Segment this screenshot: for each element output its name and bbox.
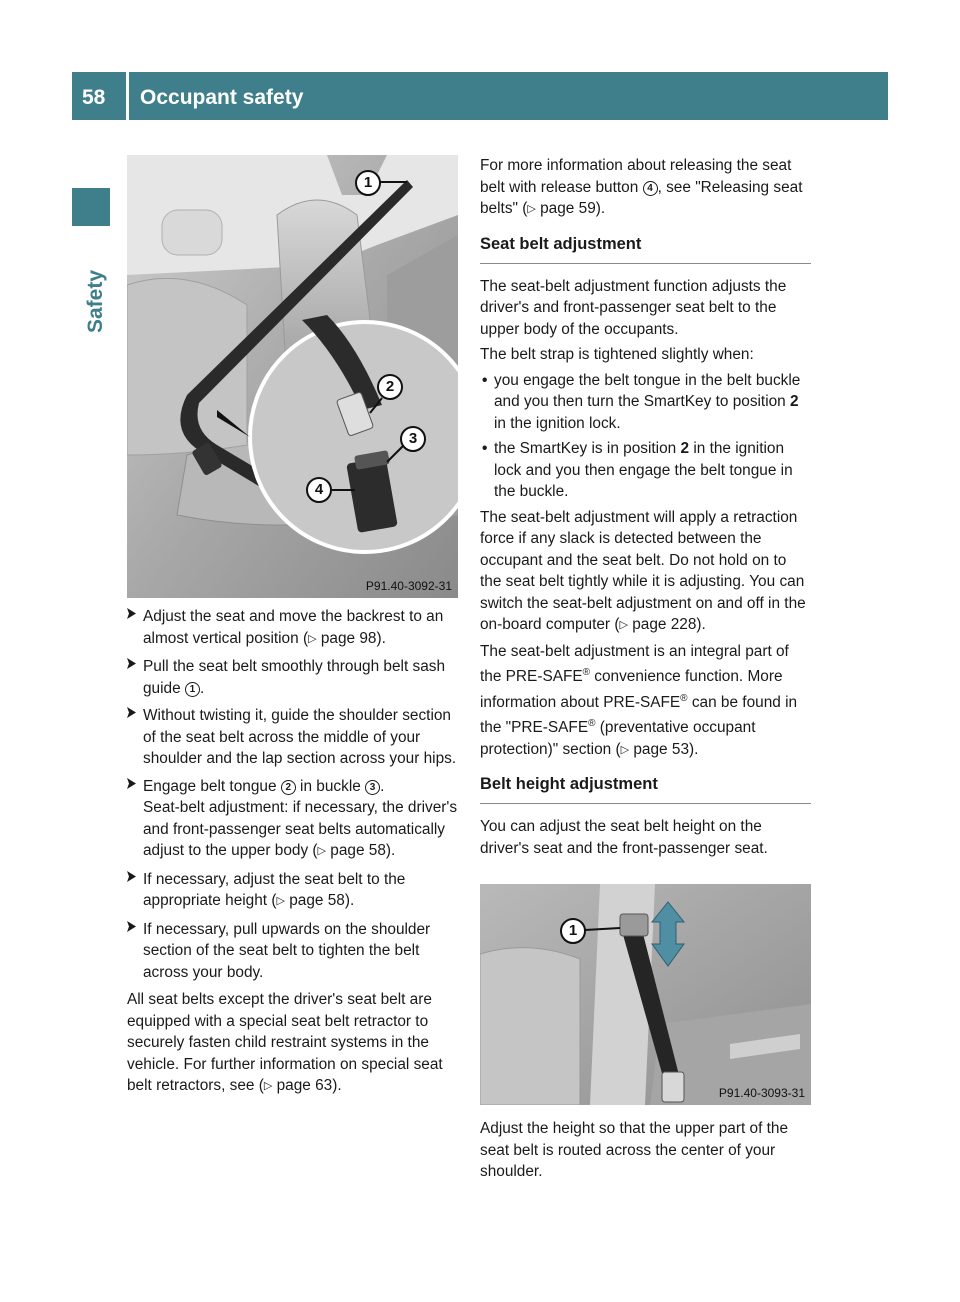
step-text: Engage belt tongue <box>143 777 281 795</box>
step-arrow-icon <box>127 658 136 669</box>
para-text: The seat-belt adjustment is an integral part of the PRE-SAFE <box>480 642 789 686</box>
para-text: (preventative occupant protection)" section ( <box>480 719 756 758</box>
para-ref[interactable]: page 59). <box>535 200 606 217</box>
bullet-text: in the ignition lock. <box>494 414 621 432</box>
page-title: Occupant safety <box>140 86 304 109</box>
left-column <box>127 606 458 1102</box>
release-info-paragraph <box>480 155 811 221</box>
step-adjust-height <box>127 869 458 913</box>
step-note <box>143 797 458 863</box>
bullet-icon: • <box>482 371 488 389</box>
step-text: Without twisting it, guide the shoulder section of the seat belt across the middle of your shoulder and the lap section across your hips. <box>143 707 457 767</box>
adjust-para-2: The belt strap is tightened slightly when: <box>480 346 754 363</box>
step-text: If necessary, pull upwards on the shoulder section of the seat belt to tighten the belt across your body. <box>143 920 431 981</box>
para-text: can be found in the "PRE-SAFE <box>480 693 798 737</box>
step-text: . <box>380 777 385 795</box>
page-ref-icon: ▷ <box>308 632 317 645</box>
callout-3: 3 <box>400 426 426 452</box>
step-arrow-icon <box>127 707 136 718</box>
figure-code: P91.40-3093-31 <box>718 1086 805 1100</box>
page-ref-icon: ▷ <box>527 203 536 215</box>
para-text: , see "Releasing seat belts" ( <box>480 178 803 217</box>
page-ref-icon: ▷ <box>620 743 630 756</box>
callout-1: 1 <box>355 170 381 196</box>
bullet-icon: • <box>482 440 488 457</box>
step-text: Pull the seat belt smoothly through belt sash guide <box>143 658 446 697</box>
ref-number: 4 <box>643 181 658 196</box>
retractor-paragraph <box>127 989 458 1098</box>
step-text: Adjust the seat and move the backrest to an almost vertical position ( <box>143 608 444 647</box>
registered-mark: ® <box>680 692 688 704</box>
bullet-text: in the ignition lock and you then engage the belt tongue in the buckle. <box>494 440 793 500</box>
callout-4: 4 <box>306 477 332 503</box>
step-arrow-icon <box>127 608 136 619</box>
ref-number: 2 <box>281 780 296 795</box>
heading-belt-height-adjustment: Belt height adjustment <box>480 773 811 804</box>
side-tab-marker <box>72 188 110 226</box>
bullet-bold: 2 <box>790 393 799 410</box>
belt-height-figure <box>480 884 811 1105</box>
para-ref[interactable]: page 228). <box>627 616 706 633</box>
page-number: 58 <box>82 86 106 109</box>
belt-height-illustration <box>480 884 811 1105</box>
para-text: All seat belts except the driver's seat belt are equipped with a special seat belt retractor to securely fasten child restraint systems in the vehicle. For further information on special seat belt retractors, see ( <box>127 991 443 1094</box>
heading-seat-belt-adjustment: Seat belt adjustment <box>480 233 811 264</box>
para-text: For more information about releasing the seat belt with release button <box>480 157 792 196</box>
step-arrow-icon <box>127 921 136 932</box>
adjust-para-3 <box>480 507 811 637</box>
page-ref-icon: ▷ <box>619 619 628 631</box>
adjust-para-1: The seat-belt adjustment function adjusts the driver's and front-passenger seat belt to the upper body of the occupants. <box>480 277 787 338</box>
registered-mark: ® <box>582 667 591 678</box>
callout-2: 2 <box>377 374 403 400</box>
ref-number: 3 <box>365 780 380 795</box>
seat-belt-illustration <box>127 155 458 598</box>
step-arrow-icon <box>127 871 136 882</box>
figure-code: P91.40-3092-31 <box>365 579 452 593</box>
para-ref[interactable]: page 53). <box>629 740 699 758</box>
bullet-text: the SmartKey is in position <box>494 440 681 457</box>
page-ref-icon: ▷ <box>276 895 285 907</box>
adjust-para-4 <box>480 641 811 762</box>
step-adjust-seat <box>127 606 458 650</box>
page-ref-icon: ▷ <box>263 1080 273 1092</box>
para-ref[interactable]: page 63). <box>272 1077 342 1094</box>
step-ref[interactable]: page 98). <box>316 629 386 647</box>
callout-1: 1 <box>560 918 586 944</box>
side-tab-label: Safety <box>84 269 107 333</box>
bullet-bold: 2 <box>680 440 690 457</box>
seat-belt-figure <box>127 155 458 598</box>
height-para-1: You can adjust the seat belt height on the driver's seat and the front-passenger seat. <box>480 818 768 857</box>
header-divider <box>126 72 129 120</box>
right-column <box>480 155 811 863</box>
step-text: If necessary, adjust the seat belt to the appropriate height ( <box>143 870 406 909</box>
note-text: Seat-belt adjustment: if necessary, the driver's and front-passenger seat belts automatically adjust to the upper body ( <box>143 799 458 859</box>
bullet-text: you engage the belt tongue in the belt buckle and you then turn the SmartKey to position <box>494 371 801 410</box>
step-ref[interactable]: page 58). <box>284 892 355 909</box>
bullet-item <box>480 438 811 503</box>
bullet-item <box>480 370 811 435</box>
height-para-2: Adjust the height so that the upper part of the seat belt is routed across the center of your shoulder. <box>480 1120 789 1180</box>
para-text: The seat-belt adjustment will apply a retraction force if any slack is detected between the occupant and the seat belt. Do not hold on to the seat belt tightly while it is adjusting. You can switch the seat-belt adjustment on and off in the on-board computer ( <box>480 508 806 633</box>
step-pull-belt <box>127 656 458 699</box>
step-guide-belt <box>127 705 458 770</box>
step-tighten-belt <box>127 919 458 984</box>
page-ref-icon: ▷ <box>317 845 327 857</box>
ref-number: 1 <box>185 682 200 697</box>
step-text: in buckle <box>295 777 366 795</box>
step-text: . <box>199 679 205 697</box>
step-arrow-icon <box>127 778 136 789</box>
para-text: convenience function. More information about PRE-SAFE <box>480 668 783 711</box>
step-ref[interactable]: page 58). <box>326 842 396 859</box>
registered-mark: ® <box>588 718 596 730</box>
right-column-bottom <box>480 1118 811 1187</box>
step-engage-tongue <box>127 776 458 863</box>
